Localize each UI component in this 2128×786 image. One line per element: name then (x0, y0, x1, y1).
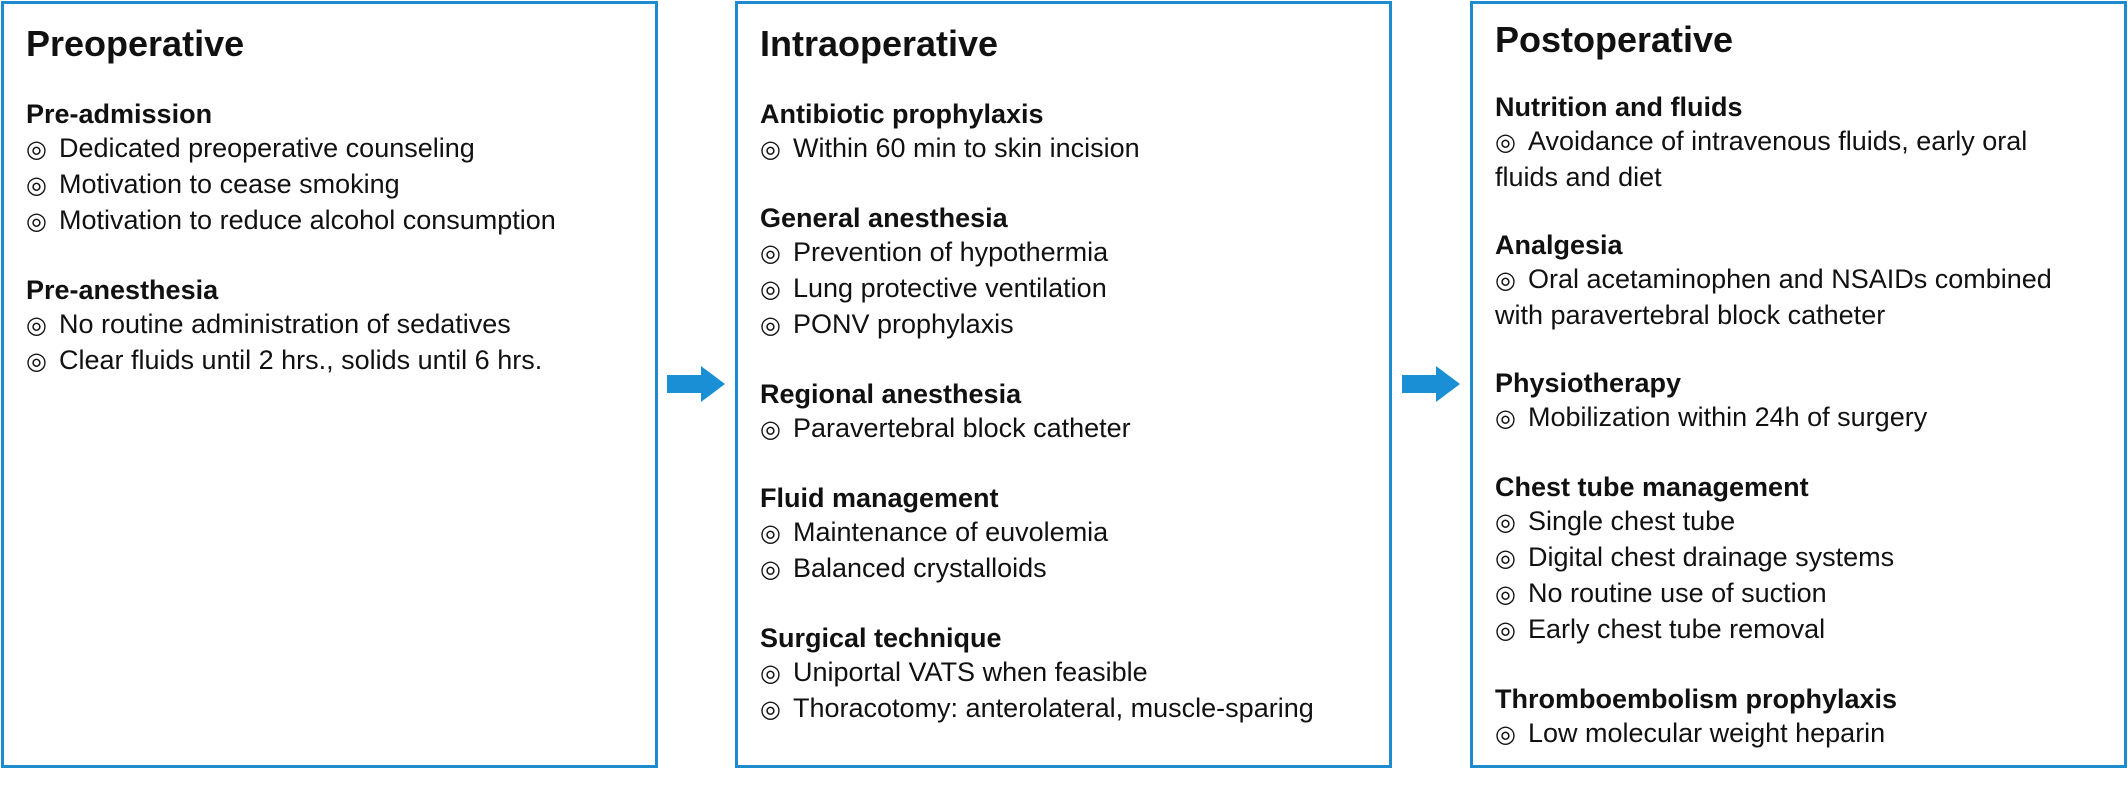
bullet-icon: ◎ (1495, 581, 1516, 608)
section (760, 201, 1379, 343)
panel-title: Intraoperative (760, 23, 999, 64)
section-heading: Thromboembolism prophylaxis (1495, 684, 1898, 714)
section (26, 97, 645, 239)
list-item-text: Balanced crystalloids (793, 553, 1047, 583)
section-heading: Regional anesthesia (760, 379, 1022, 409)
section-list (1495, 90, 2114, 752)
list-item (760, 551, 1379, 587)
list-item-text: Avoidance of intravenous fluids, early oral fluids and diet (1495, 126, 2028, 192)
section-heading: Analgesia (1495, 230, 1623, 260)
panel-title: Preoperative (26, 23, 245, 64)
list-item-text: Mobilization within 24h of surgery (1528, 402, 1928, 432)
bullet-icon: ◎ (1495, 721, 1516, 748)
list-item-text: Within 60 min to skin incision (793, 133, 1140, 163)
list-item (26, 343, 645, 379)
arrow-right-icon (1402, 366, 1460, 402)
section-heading: Nutrition and fluids (1495, 92, 1743, 122)
section-heading: General anesthesia (760, 203, 1008, 233)
bullet-icon: ◎ (760, 556, 781, 583)
panel-intraoperative (735, 1, 1392, 768)
section (760, 481, 1379, 587)
list-item (1495, 540, 2114, 576)
panel-postoperative (1470, 1, 2127, 768)
panel-title: Postoperative (1495, 19, 1734, 60)
bullet-icon: ◎ (760, 276, 781, 303)
bullet-icon: ◎ (760, 312, 781, 339)
list-item-text: Maintenance of euvolemia (793, 517, 1109, 547)
list-item-text: Oral acetaminophen and NSAIDs combined with paravertebral block catheter (1495, 264, 2052, 330)
list-item-text: Prevention of hypothermia (793, 237, 1109, 267)
list-item-text: No routine use of suction (1528, 578, 1827, 608)
list-item-text: Low molecular weight heparin (1528, 718, 1886, 748)
list-item-text: Digital chest drainage systems (1528, 542, 1895, 572)
list-item (760, 411, 1379, 447)
panel-preoperative (1, 1, 658, 768)
list-item (26, 167, 645, 203)
list-item (760, 307, 1379, 343)
list-item-text: Dedicated preoperative counseling (59, 133, 475, 163)
bullet-icon: ◎ (760, 660, 781, 687)
bullet-icon: ◎ (1495, 545, 1516, 572)
bullet-icon: ◎ (26, 312, 47, 339)
section (760, 97, 1379, 167)
bullet-icon: ◎ (1495, 509, 1516, 536)
bullet-icon: ◎ (1495, 267, 1516, 294)
list-item (760, 235, 1379, 271)
list-item (1495, 576, 2114, 612)
list-item-text: Uniportal VATS when feasible (793, 657, 1148, 687)
list-item (26, 307, 645, 343)
bullet-icon: ◎ (26, 172, 47, 199)
list-item (1495, 716, 2114, 752)
section (760, 621, 1379, 727)
list-item-text: Paravertebral block catheter (793, 413, 1131, 443)
bullet-icon: ◎ (760, 696, 781, 723)
list-item (26, 131, 645, 167)
list-item-text: PONV prophylaxis (793, 309, 1014, 339)
section (760, 377, 1379, 447)
arrow-shape (1402, 366, 1460, 402)
list-item-text: Clear fluids until 2 hrs., solids until 6 hrs. (59, 345, 543, 375)
list-item (1495, 612, 2114, 648)
arrow-shape (667, 366, 725, 402)
section-heading: Pre-admission (26, 99, 213, 129)
section-heading: Surgical technique (760, 623, 1002, 653)
list-item (760, 655, 1379, 691)
section-list (26, 97, 645, 379)
list-item (760, 515, 1379, 551)
list-item-text: Thoracotomy: anterolateral, muscle-sparing (793, 693, 1314, 723)
list-item (26, 203, 645, 239)
panel-content (760, 4, 1379, 761)
section-heading: Antibiotic prophylaxis (760, 99, 1044, 129)
list-item (1495, 262, 2055, 332)
arrow-right-icon (667, 366, 725, 402)
list-item (1495, 124, 2055, 194)
section (1495, 90, 2114, 194)
panel-content (26, 4, 645, 413)
bullet-icon: ◎ (26, 208, 47, 235)
list-item-text: Motivation to cease smoking (59, 169, 400, 199)
section-heading: Physiotherapy (1495, 368, 1682, 398)
list-item (1495, 504, 2114, 540)
section (26, 273, 645, 379)
list-item-text: No routine administration of sedatives (59, 309, 511, 339)
section (1495, 470, 2114, 648)
bullet-icon: ◎ (760, 416, 781, 443)
bullet-icon: ◎ (1495, 129, 1516, 156)
list-item-text: Early chest tube removal (1528, 614, 1826, 644)
section (1495, 682, 2114, 752)
list-item-text: Lung protective ventilation (793, 273, 1107, 303)
list-item (760, 691, 1379, 727)
list-item-text: Single chest tube (1528, 506, 1736, 536)
bullet-icon: ◎ (760, 136, 781, 163)
list-item-text: Motivation to reduce alcohol consumption (59, 205, 556, 235)
bullet-icon: ◎ (760, 520, 781, 547)
section-heading: Fluid management (760, 483, 999, 513)
bullet-icon: ◎ (760, 240, 781, 267)
section-heading: Chest tube management (1495, 472, 1809, 502)
section-list (760, 97, 1379, 727)
section (1495, 228, 2114, 332)
section (1495, 366, 2114, 436)
bullet-icon: ◎ (26, 348, 47, 375)
list-item (760, 271, 1379, 307)
bullet-icon: ◎ (26, 136, 47, 163)
panel-content (1495, 4, 2114, 786)
list-item (760, 131, 1379, 167)
bullet-icon: ◎ (1495, 617, 1516, 644)
section-heading: Pre-anesthesia (26, 275, 219, 305)
list-item (1495, 400, 2114, 436)
bullet-icon: ◎ (1495, 405, 1516, 432)
